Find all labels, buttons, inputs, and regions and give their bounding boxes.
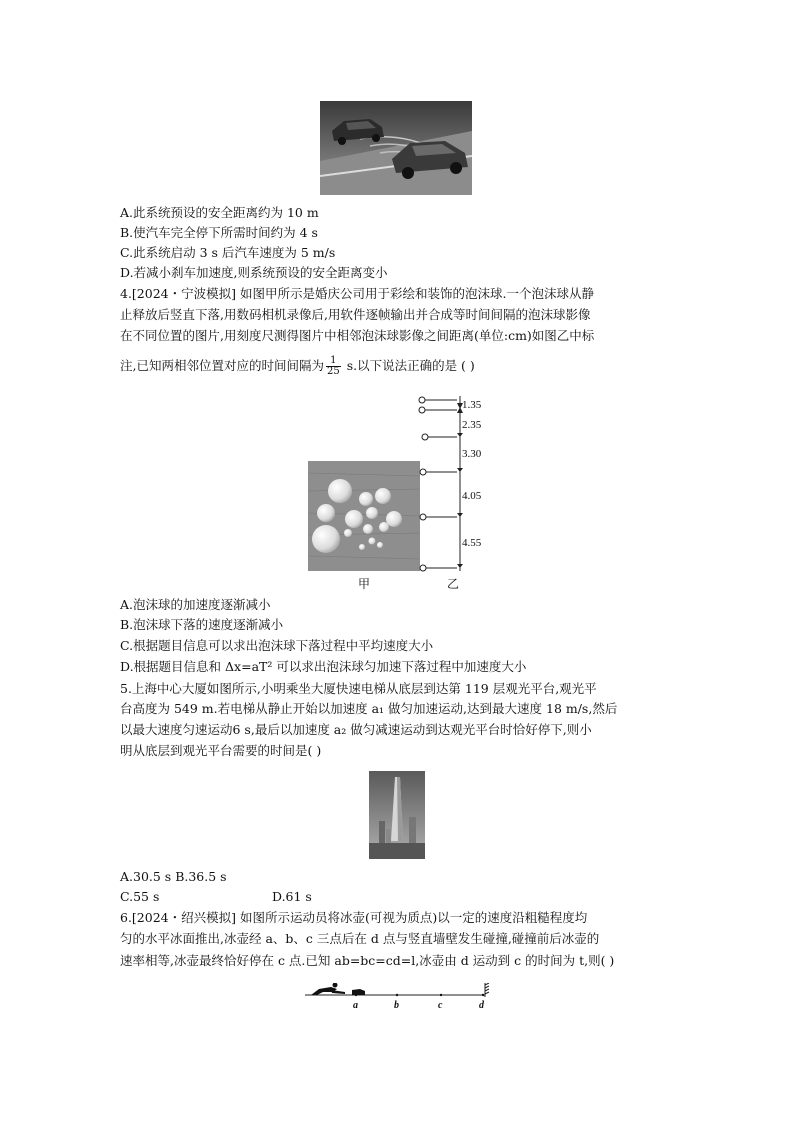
curling-stone-icon [352, 989, 365, 995]
ruler-label-5: 4.55 [462, 537, 482, 549]
wall-icon [485, 983, 489, 997]
q6-stem-line1: 6.[2024・绍兴模拟] 如图所示运动员将冰壶(可视为质点)以一定的速度沿粗糙程度均 [120, 910, 588, 925]
q5-stem-line4: 明从底层到观光平台需要的时间是( ) [120, 743, 322, 758]
q4-option-b: B.泡沫球下落的速度逐渐减小 [120, 617, 284, 632]
q4-stem-line4-end: s.以下说法正确的是 ( ) [342, 358, 475, 373]
ruler-label-1: 1.35 [462, 399, 482, 411]
q5-stem-line1: 5.上海中心大厦如图所示,小明乘坐大厦快速电梯从底层到达第 119 层观光平台,观光平 [120, 681, 597, 696]
q5-stem-line2: 台高度为 549 m.若电梯从静止开始以加速度 a₁ 做匀加速运动,达到最大速度 18 m/s,然后 [120, 701, 618, 716]
point-b-label: b [394, 1000, 399, 1011]
point-a-label: a [353, 1000, 358, 1011]
fraction-denominator: 25 [326, 366, 340, 377]
ruler-label-3: 3.30 [462, 448, 482, 460]
q3-option-c: C.此系统启动 3 s 后汽车速度为 5 m/s [120, 245, 336, 260]
q4-stem-line4 [120, 356, 475, 377]
q4-stem-line2: 止释放后竖直下落,用数码相机录像后,用软件逐帧输出并合成等时间间隔的泡沫球影像 [120, 307, 591, 322]
q5-stem-line3: 以最大速度匀速运动6 s,最后以加速度 a₂ 做匀减速运动到达观光平台时恰好停下,则小 [120, 722, 592, 737]
q5-option-c: C.55 s [120, 889, 160, 904]
caption-yi: 乙 [447, 577, 460, 591]
ball-positions-ruler-diagram [415, 393, 495, 575]
q4-option-a: A.泡沫球的加速度逐渐减小 [120, 597, 271, 612]
q6-stem-line3: 速率相等,冰壶最终恰好停在 c 点.已知 ab=bc=cd=l,冰壶由 d 运动到 c 的时间为 t,则( ) [120, 953, 615, 968]
q4-stem-line4-text: 注,已知两相邻位置对应的时间间隔为 [120, 358, 324, 373]
fraction-numerator: 1 [326, 356, 341, 367]
q4-option-c: C.根据题目信息可以求出泡沫球下落过程中平均速度大小 [120, 638, 434, 653]
ruler-label-2: 2.35 [462, 419, 482, 431]
point-d-label: d [479, 1000, 484, 1011]
shanghai-tower-photo [369, 771, 425, 859]
curling-track-diagram [305, 983, 495, 1011]
q3-option-d: D.若减小刹车加速度,则系统预设的安全距离变小 [120, 265, 388, 280]
q6-stem-line2: 匀的水平冰面推出,冰壶经 a、b、c 三点后在 d 点与竖直墙壁发生碰撞,碰撞前后冰壶的 [120, 931, 600, 946]
foam-balls-photo [308, 461, 420, 571]
time-interval-fraction [326, 356, 341, 377]
caption-jia: 甲 [358, 577, 371, 591]
q4-option-d: D.根据题目信息和 Δx=aT² 可以求出泡沫球匀加速下落过程中加速度大小 [120, 659, 527, 674]
q5-option-d: D.61 s [272, 889, 312, 904]
q3-option-a: A.此系统预设的安全距离约为 10 m [120, 205, 319, 220]
athlete-icon [311, 983, 345, 995]
q3-option-b: B.使汽车完全停下所需时间约为 4 s [120, 225, 318, 240]
q4-stem-line3: 在不同位置的图片,用刻度尺测得图片中相邻泡沫球影像之间距离(单位:cm)如图乙中标 [120, 328, 595, 343]
point-c-label: c [438, 1000, 443, 1011]
car-braking-photo [320, 101, 472, 195]
q4-stem-line1: 4.[2024・宁波模拟] 如图甲所示是婚庆公司用于彩绘和装饰的泡沫球.一个泡沫球从静 [120, 286, 594, 301]
ruler-label-4: 4.05 [462, 490, 482, 502]
q5-options-ab: A.30.5 s B.36.5 s [120, 869, 227, 884]
